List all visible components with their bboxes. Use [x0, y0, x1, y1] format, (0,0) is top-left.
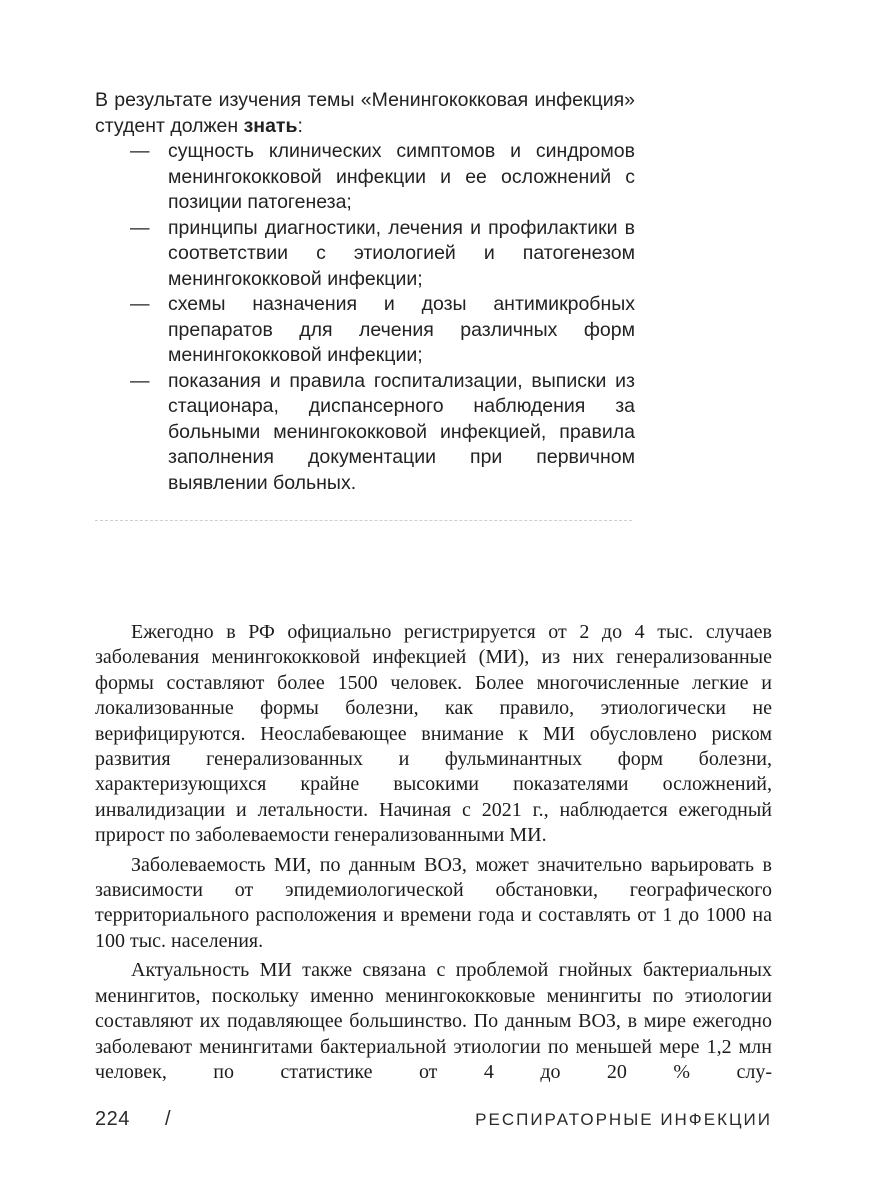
dash-bullet: — — [130, 293, 150, 315]
running-section-title: РЕСПИРАТОРНЫЕ ИНФЕКЦИИ — [475, 1110, 772, 1129]
goals-list-item-text: сущность клинических симптомов и синдромов менингококковой инфекции и ее осложнений с позиции патогенеза; — [168, 140, 635, 213]
goals-intro-colon: : — [297, 114, 303, 137]
section-divider — [95, 520, 632, 521]
goals-intro — [95, 88, 635, 139]
goals-intro-keyword: знать — [243, 114, 298, 137]
goals-list-item — [95, 292, 635, 369]
footer-separator: / — [165, 1108, 171, 1130]
goals-list-item — [95, 139, 635, 216]
goals-list — [95, 139, 635, 496]
goals-intro-text: В результате изучения темы «Менингококковая инфекция» студент должен — [95, 89, 635, 137]
dash-bullet: — — [130, 369, 150, 392]
goals-list-item-text: показания и правила госпитализации, выписки из стационара, диспансерного наблюдения за больными менингококковой инфекцией, правила заполнения документации при первичном выявлении больных. — [168, 369, 635, 494]
dash-bullet: — — [130, 140, 150, 162]
goals-list-item — [95, 369, 635, 497]
body-paragraph: Заболеваемость МИ, по данным ВОЗ, может значительно варьировать в зависимости от эпидемиологической обстановки, географического территориального расположения и времени года и составлять от 1 до 1000 на 100 тыс. населения. — [95, 853, 772, 952]
dash-bullet: — — [130, 216, 150, 239]
goals-list-item-text: схемы назначения и дозы антимикробных препаратов для лечения различных форм менингококковой инфекции; — [168, 293, 635, 366]
body-paragraph: Ежегодно в РФ официально регистрируется от 2 до 4 тыс. случаев заболевания менингококковой инфекцией (МИ), из них генерализованные формы составляют более 1500 человек. Более многочисленные легкие и локализованные формы болезни, как правило, этиологически не верифицируются. Неослабевающее внимание к МИ обусловлено риском развития генерализованных и фульминантных форм болезни, характеризующихся крайне высокими показателями осложнений, инвалидизации и летальности. Начиная с 2021 г., наблюдается ежегодный прирост по заболеваемости генерализованными МИ. — [95, 621, 772, 847]
goals-list-item-text: принципы диагностики, лечения и профилактики в соответствии с этиологией и патогенезом менингококковой инфекции; — [168, 216, 635, 290]
body-paragraph: Актуальность МИ также связана с проблемой гнойных бактериальных менингитов, поскольку именно менингококковые менингиты по этиологии составляют их подавляющее большинство. По данным ВОЗ, в мире ежегодно заболевают менингитами бактериальной этиологии по меньшей мере 1,2 млн человек, по статистике от 4 до 20 % слу- — [95, 959, 772, 1083]
page-number: 224 — [95, 1108, 130, 1130]
goals-list-item — [95, 216, 635, 293]
page-footer — [95, 1108, 772, 1138]
learning-goals-block — [95, 88, 635, 496]
main-text — [95, 620, 772, 1089]
